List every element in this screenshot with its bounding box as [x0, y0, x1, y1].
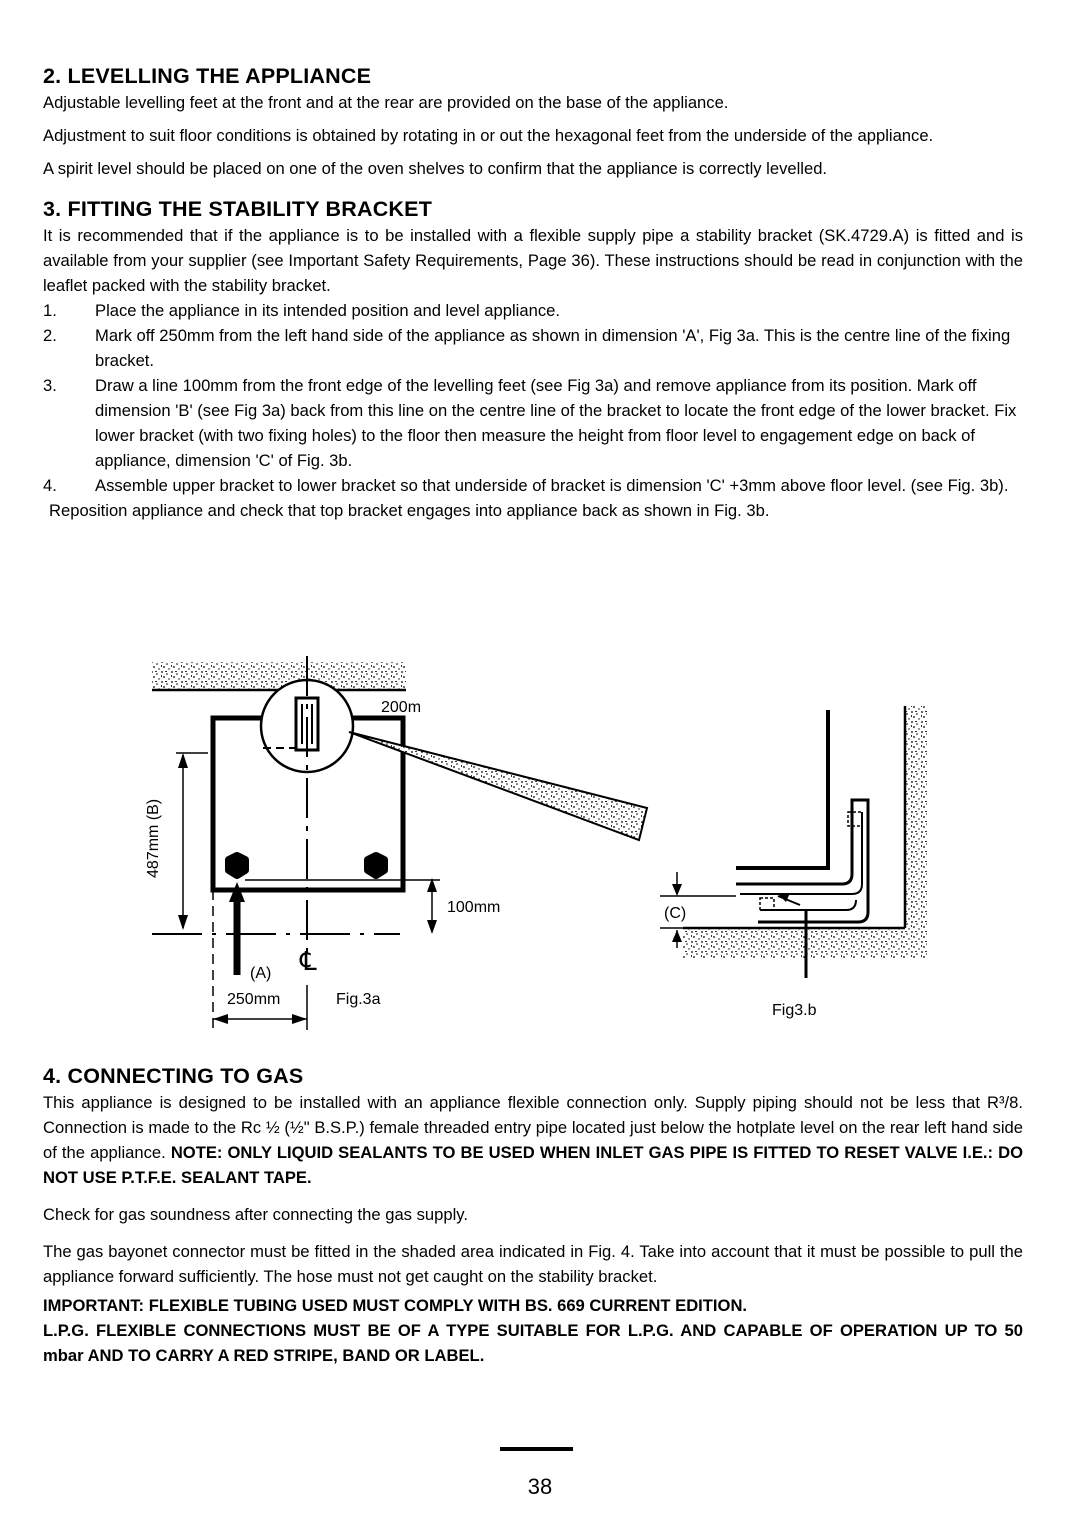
label-a: (A): [250, 965, 272, 982]
figure-3a: [145, 656, 647, 1030]
stability-steps: [43, 298, 1023, 498]
gas-paragraph-1: [43, 1090, 1023, 1190]
gas-section-wrapper: [43, 1062, 1023, 1368]
page-body: [43, 62, 1023, 523]
step-item: [43, 373, 1023, 473]
gas-important-2: L.P.G. FLEXIBLE CONNECTIONS MUST BE OF A TYPE SUITABLE FOR L.P.G. AND CAPABLE OF OPERATION UP TO 50 mbar AND TO CARRY A RED STRIPE, BAND OR LABEL.: [43, 1321, 1023, 1365]
heading-stability-bracket: 3. FITTING THE STABILITY BRACKET: [43, 197, 433, 221]
levelling-paragraph-3: A spirit level should be placed on one of the oven shelves to confirm that the appliance is correctly levelled.: [43, 159, 828, 178]
bracket-detail: [296, 698, 318, 750]
gas-important-1: IMPORTANT: FLEXIBLE TUBING USED MUST COMPLY WITH BS. 669 CURRENT EDITION.: [43, 1296, 748, 1315]
figure-3b: [660, 706, 927, 1019]
section-connecting-gas: [43, 1062, 1023, 1368]
appliance-back: [736, 710, 828, 868]
centreline-symbol: ℄: [300, 946, 317, 976]
wall-hatch-right: [905, 706, 927, 958]
caption-fig-3b: Fig3.b: [772, 1002, 817, 1019]
step-text: Draw a line 100mm from the front edge of the levelling feet (see Fig 3a) and remove appliance from its position. Mark off dimension 'B' (see Fig 3a) back from this line on the centre line of the bracket to locate the front edge of the lower bracket. Fix lower bracket (with two fixing holes) to the floor then measure the height from floor level to engagement edge on back of appliance, dimension 'C' of Fig. 3b.: [95, 376, 1017, 470]
label-250mm: 250mm: [227, 991, 281, 1008]
levelling-paragraph-1: Adjustable levelling feet at the front and at the rear are provided on the base of the appliance.: [43, 93, 729, 112]
step-item: [43, 323, 1023, 373]
step-text: Mark off 250mm from the left hand side of the appliance as shown in dimension 'A', Fig 3a. This is the centre line of the fixing bracket.: [95, 326, 1011, 370]
label-200m: 200m: [381, 699, 422, 716]
step-text: Place the appliance in its intended position and level appliance.: [95, 301, 560, 320]
caption-fig-3a: Fig.3a: [336, 991, 381, 1008]
stability-closing: Reposition appliance and check that top bracket engages into appliance back as shown in Fig. 3b.: [49, 501, 770, 520]
gas-sealant-note: NOTE: ONLY LIQUID SEALANTS TO BE USED WHEN INLET GAS PIPE IS FITTED TO RESET VALVE I.E.: DO NOT USE P.T.F.E. SEALANT TAPE.: [43, 1143, 1024, 1187]
wall-hatch: [152, 662, 406, 690]
step-number: 2.: [43, 326, 57, 345]
section-stability-bracket: [43, 195, 1023, 523]
gas-paragraph-1-text: This appliance is designed to be installed with an appliance flexible connection only. Supply piping should not be less that R³/8. Connection is made to the Rc ½ (½" B.S.P.) female threaded entry pipe located just below the hotplate level on the rear left hand side of the appliance.: [43, 1093, 1023, 1162]
detail-circle: [261, 680, 353, 772]
stability-bracket: [736, 800, 868, 922]
footer-rule: [500, 1447, 573, 1451]
page-number: 38: [527, 1474, 553, 1499]
levelling-foot-right-icon: [368, 856, 384, 875]
levelling-paragraph-2: Adjustment to suit floor conditions is obtained by rotating in or out the hexagonal feet from the underside of the appliance.: [43, 126, 934, 145]
step-number: 3.: [43, 376, 57, 395]
step-number: 4.: [43, 476, 57, 495]
levelling-foot-left-icon: [229, 856, 245, 875]
heading-connecting-gas: 4. CONNECTING TO GAS: [43, 1064, 304, 1088]
heading-levelling: 2. LEVELLING THE APPLIANCE: [43, 64, 372, 88]
stability-intro: It is recommended that if the appliance is to be installed with a flexible supply pipe a stability bracket (SK.4729.A) is fitted and is available from your supplier (see Important Safety Requirements, Page 36). These instructions should be read in conjunction with the leaflet packed with the stability bracket.: [43, 226, 1023, 295]
step-item: [43, 473, 1023, 498]
gas-paragraph-3: The gas bayonet connector must be fitted in the shaded area indicated in Fig. 4. Take into account that it must be possible to pull the appliance forward sufficiently. The hose must not get caught on the stability bracket.: [43, 1242, 1023, 1286]
step-text: Assemble upper bracket to lower bracket so that underside of bracket is dimension 'C' +3mm above floor level. (see Fig. 3b).: [95, 476, 1009, 495]
step-number: 1.: [43, 301, 57, 320]
section-levelling: [43, 62, 1023, 181]
callout-wedge: [349, 732, 647, 840]
floor-hatch: [683, 928, 927, 958]
step-item: [43, 298, 1023, 323]
gas-paragraph-2: Check for gas soundness after connecting the gas supply.: [43, 1205, 468, 1224]
label-c: (C): [664, 905, 687, 922]
label-100mm: 100mm: [447, 899, 501, 916]
appliance-outline: [213, 718, 403, 890]
label-487mm-b: 487mm (B): [145, 798, 162, 878]
